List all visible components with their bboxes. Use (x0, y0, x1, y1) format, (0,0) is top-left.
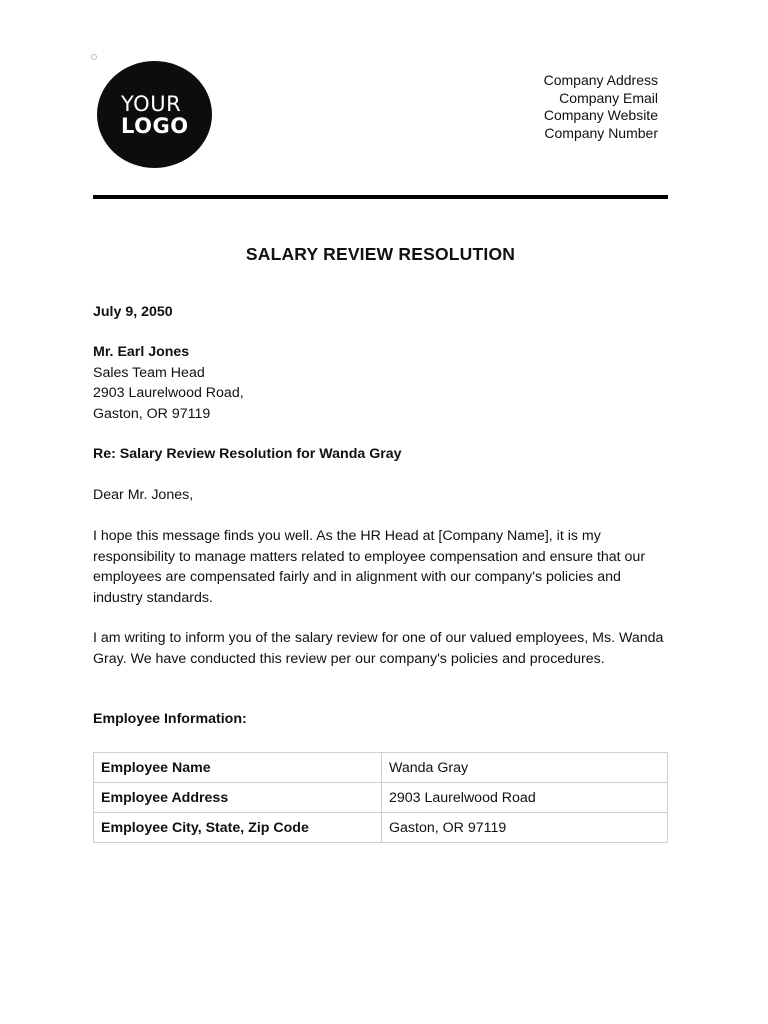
employee-info-table (93, 752, 668, 843)
document-title: SALARY REVIEW RESOLUTION (245, 244, 516, 264)
body-paragraph: I hope this message finds you well. As the HR Head at [Company Name], it is my responsibility to manage matters related to employee compensation and ensure that our employees are compensated fairly and in alignment with our company's policies and industry standards. (93, 528, 646, 606)
letter-date: July 9, 2050 (93, 304, 173, 320)
recipient-title: Sales Team Head (93, 364, 205, 381)
table-row (94, 753, 668, 783)
employee-info-heading: Employee Information: (93, 711, 247, 727)
corner-mark (91, 54, 97, 60)
header-divider (93, 195, 668, 199)
table-label-cell: Employee City, State, Zip Code (94, 813, 382, 843)
table-value-cell: Wanda Gray (382, 753, 668, 783)
company-logo (97, 61, 212, 168)
company-number: Company Number (544, 125, 658, 142)
recipient-block (93, 342, 244, 424)
table-row (94, 813, 668, 843)
recipient-name: Mr. Earl Jones (93, 344, 190, 360)
table-value-cell: 2903 Laurelwood Road (382, 783, 668, 813)
company-address: Company Address (543, 72, 658, 88)
table-value-cell: Gaston, OR 97119 (382, 813, 668, 843)
company-website: Company Website (543, 107, 658, 124)
letter-subject: Re: Salary Review Resolution for Wanda Gray (93, 446, 402, 462)
logo-line-2: LOGO (121, 113, 189, 138)
logo-line-1: YOUR (121, 91, 182, 116)
table-row (94, 783, 668, 813)
recipient-street: 2903 Laurelwood Road, (93, 385, 244, 401)
company-email: Company Email (559, 89, 658, 106)
recipient-city: Gaston, OR 97119 (93, 405, 211, 422)
company-info (544, 72, 658, 143)
body-paragraph: I am writing to inform you of the salary review for one of our valued employees, Ms. Wanda Gray. We have conducted this review per our company's policies and procedures. (93, 630, 664, 667)
table-label-cell: Employee Name (94, 753, 382, 783)
table-label-cell: Employee Address (94, 783, 382, 813)
letter-salutation: Dear Mr. Jones, (93, 487, 194, 503)
